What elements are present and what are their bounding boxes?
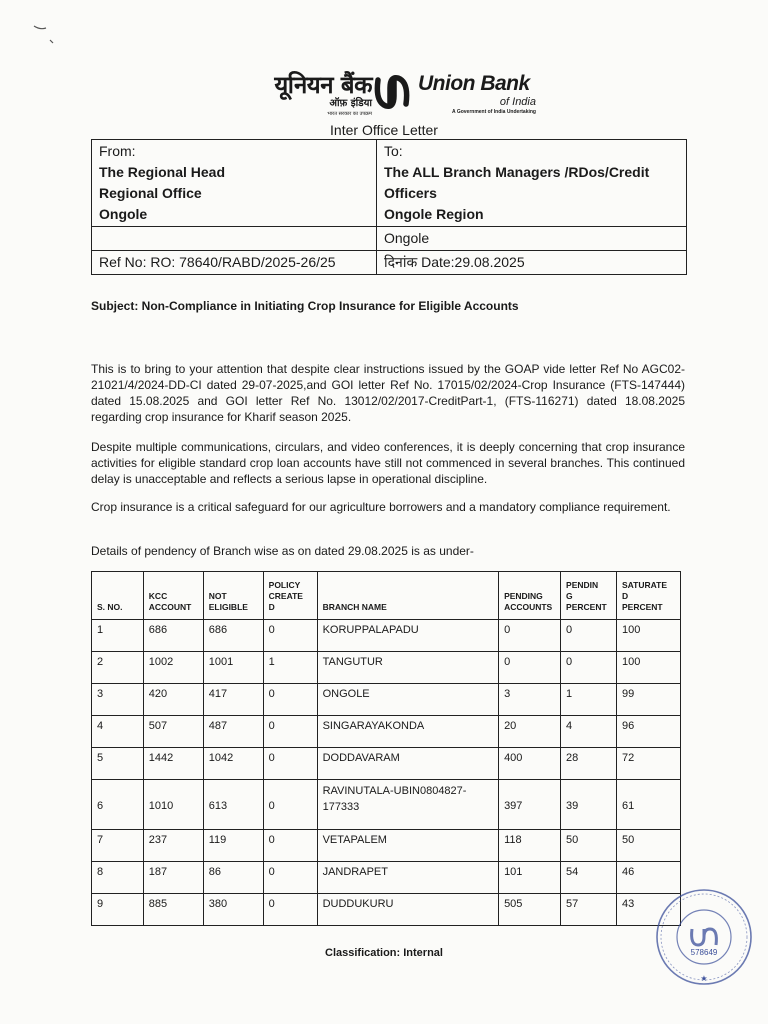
column-header-6: [499, 572, 561, 620]
table-cell: VETAPALEM: [317, 830, 498, 862]
table-cell: 50: [561, 830, 617, 862]
table-cell: 72: [616, 748, 680, 780]
union-bank-logo-icon: [372, 72, 412, 112]
from-cell: [92, 140, 377, 227]
table-cell: 487: [203, 716, 263, 748]
table-row: [92, 830, 681, 862]
table-cell: 380: [203, 894, 263, 926]
to-cell: [377, 140, 687, 227]
from-line-1: The Regional Head: [99, 164, 226, 180]
classification-label: Classification: Internal: [325, 947, 443, 959]
table-cell: 0: [263, 684, 317, 716]
column-header-text: KCC: [148, 591, 168, 601]
table-cell: 187: [143, 862, 203, 894]
column-header-text: POLICY: [268, 580, 301, 590]
date-cell: [377, 251, 687, 275]
table-row: [92, 652, 681, 684]
column-header-7: [561, 572, 617, 620]
column-header-text: BRANCH NAME: [322, 602, 387, 612]
table-cell: DODDAVARAM: [317, 748, 498, 780]
from-line-2: Regional Office: [99, 185, 202, 201]
table-cell: 6: [92, 780, 144, 830]
table-cell: 99: [616, 684, 680, 716]
paragraph-2: Despite multiple communications, circulars, and video conferences, it is deeply concerning that crop insurance activities for eligible standard crop loan accounts have still not commenced in several branches. This continued delay is unacceptable and reflects a serious lapse in operational discipline.: [91, 440, 685, 486]
letterhead-english: [418, 72, 558, 116]
table-cell: 417: [203, 684, 263, 716]
table-cell: 100: [616, 620, 680, 652]
hindi-bank-name: यूनियन बैंक: [274, 71, 372, 99]
pendency-table: [91, 571, 681, 926]
table-cell: 0: [561, 620, 617, 652]
ref-no-cell: [92, 251, 377, 275]
from-label: From:: [99, 143, 136, 159]
svg-text:★: ★: [700, 974, 708, 983]
table-cell: 57: [561, 894, 617, 926]
table-row: [92, 748, 681, 780]
column-header-text: SATURATE: [621, 580, 667, 590]
office-letter-title: Inter Office Letter: [330, 122, 438, 138]
table-cell: 0: [263, 620, 317, 652]
table-cell: 100: [616, 652, 680, 684]
table-cell: 28: [561, 748, 617, 780]
table-cell: 0: [263, 748, 317, 780]
table-cell: 1010: [143, 780, 203, 830]
column-header-text: PENDIN: [566, 580, 599, 590]
column-header-2: [143, 572, 203, 620]
table-cell: 119: [203, 830, 263, 862]
table-cell: 46: [616, 862, 680, 894]
table-cell: 237: [143, 830, 203, 862]
stamp-code: 578649: [690, 948, 718, 957]
from-line-3: Ongole: [99, 206, 148, 222]
column-header-text: ACCOUNTS: [504, 602, 553, 612]
table-cell: 1002: [143, 652, 203, 684]
table-cell: 0: [499, 620, 561, 652]
to-city: Ongole: [384, 230, 430, 246]
table-header-row: [92, 572, 681, 620]
table-cell: 1042: [203, 748, 263, 780]
table-cell: 0: [263, 716, 317, 748]
table-row: [92, 716, 681, 748]
table-cell: 3: [499, 684, 561, 716]
table-cell: 2: [92, 652, 144, 684]
to-line-2: Officers: [384, 185, 437, 201]
hindi-bank-sub: ऑफ़ इंडिया: [329, 98, 372, 109]
table-row: [92, 780, 681, 830]
table-cell: 101: [499, 862, 561, 894]
table-cell: 3: [92, 684, 144, 716]
to-line-1: The ALL Branch Managers /RDos/Credit: [384, 164, 650, 180]
letter-date: दिनांक Date:29.08.2025: [384, 254, 525, 270]
column-header-3: [203, 572, 263, 620]
ref-no: Ref No: RO: 78640/RABD/2025-26/25: [99, 254, 336, 270]
table-cell: 54: [561, 862, 617, 894]
column-header-text: PERCENT: [621, 602, 663, 612]
letterhead: [0, 68, 768, 128]
column-header-text: ACCOUNT: [148, 602, 192, 612]
column-header-1: [92, 572, 144, 620]
table-cell: TANGUTUR: [317, 652, 498, 684]
table-cell: 4: [92, 716, 144, 748]
table-cell: ONGOLE: [317, 684, 498, 716]
to-label: To:: [384, 143, 403, 159]
table-cell: 39: [561, 780, 617, 830]
table-cell: 5: [92, 748, 144, 780]
table-row: [92, 620, 681, 652]
table-cell: 613: [203, 780, 263, 830]
table-cell: 420: [143, 684, 203, 716]
table-cell: SINGARAYAKONDA: [317, 716, 498, 748]
column-header-text: PENDING: [504, 591, 543, 601]
table-cell: 505: [499, 894, 561, 926]
table-cell: 61: [616, 780, 680, 830]
table-cell: 1001: [203, 652, 263, 684]
table-cell: 507: [143, 716, 203, 748]
table-cell: 686: [203, 620, 263, 652]
table-cell: 400: [499, 748, 561, 780]
subject-line: Subject: Non-Compliance in Initiating Crop Insurance for Eligible Accounts: [91, 299, 519, 313]
table-cell: 0: [263, 830, 317, 862]
letterhead-hindi: [240, 72, 372, 118]
table-cell: 20: [499, 716, 561, 748]
table-cell: DUDDUKURU: [317, 894, 498, 926]
paragraph-1: This is to bring to your attention that despite clear instructions issued by the GOAP vide letter Ref No AGC02-21021/4/2024-DD-CI dated 29-07-2025,and GOI letter Ref No. 17015/02/2024-Crop Insurance (FTS-147444) dated 15.08.2025 and GOI letter Ref No. 13012/02/2017-CreditPart-1, (FTS-116271) dated 18.08.2025 regarding crop insurance for Kharif season 2025.: [91, 362, 685, 424]
column-header-text: D: [621, 591, 629, 601]
table-cell: 0: [499, 652, 561, 684]
english-bank-sub: of India: [499, 96, 536, 108]
column-header-8: [616, 572, 680, 620]
table-cell: 8: [92, 862, 144, 894]
table-row: [92, 684, 681, 716]
table-cell: 1442: [143, 748, 203, 780]
to-line-3: Ongole Region: [384, 206, 484, 222]
table-cell: 118: [499, 830, 561, 862]
column-header-text: D: [268, 602, 275, 612]
hindi-tagline: भारत सरकार का उपक्रम: [327, 111, 372, 117]
column-header-text: ELIGIBLE: [208, 602, 248, 612]
table-cell: 96: [616, 716, 680, 748]
paragraph-4: Details of pendency of Branch wise as on dated 29.08.2025 is as under-: [91, 544, 474, 558]
paragraph-3: Crop insurance is a critical safeguard for our agriculture borrowers and a mandatory compliance requirement.: [91, 500, 671, 514]
column-header-4: [263, 572, 317, 620]
header-table: [91, 139, 687, 275]
column-header-text: NOT: [208, 591, 227, 601]
table-cell: 885: [143, 894, 203, 926]
table-cell: 397: [499, 780, 561, 830]
table-cell: 7: [92, 830, 144, 862]
pen-mark-icon: [30, 22, 60, 48]
column-header-text: S. NO.: [97, 602, 123, 612]
column-header-text: PERCENT: [566, 602, 607, 612]
table-cell: 1: [561, 684, 617, 716]
table-cell: KORUPPALAPADU: [317, 620, 498, 652]
column-header-5: [317, 572, 498, 620]
table-cell: 9: [92, 894, 144, 926]
table-cell: 1: [263, 652, 317, 684]
table-row: [92, 862, 681, 894]
table-cell: RAVINUTALA-UBIN0804827-177333: [317, 780, 498, 830]
column-header-text: G: [566, 591, 573, 601]
table-cell: 43: [616, 894, 680, 926]
table-row: [92, 894, 681, 926]
branch-stamp-icon: [652, 885, 756, 989]
blank-cell: [92, 227, 377, 251]
table-cell: 686: [143, 620, 203, 652]
column-header-text: CREATE: [268, 591, 303, 601]
table-cell: 0: [263, 780, 317, 830]
table-cell: 4: [561, 716, 617, 748]
table-cell: 1: [92, 620, 144, 652]
table-cell: 86: [203, 862, 263, 894]
table-cell: 0: [561, 652, 617, 684]
to-city-cell: [377, 227, 687, 251]
english-bank-name: Union Bank: [418, 72, 530, 95]
english-tagline: A Government of India Undertaking: [452, 109, 536, 115]
table-cell: JANDRAPET: [317, 862, 498, 894]
table-cell: 0: [263, 894, 317, 926]
table-cell: 50: [616, 830, 680, 862]
table-cell: 0: [263, 862, 317, 894]
